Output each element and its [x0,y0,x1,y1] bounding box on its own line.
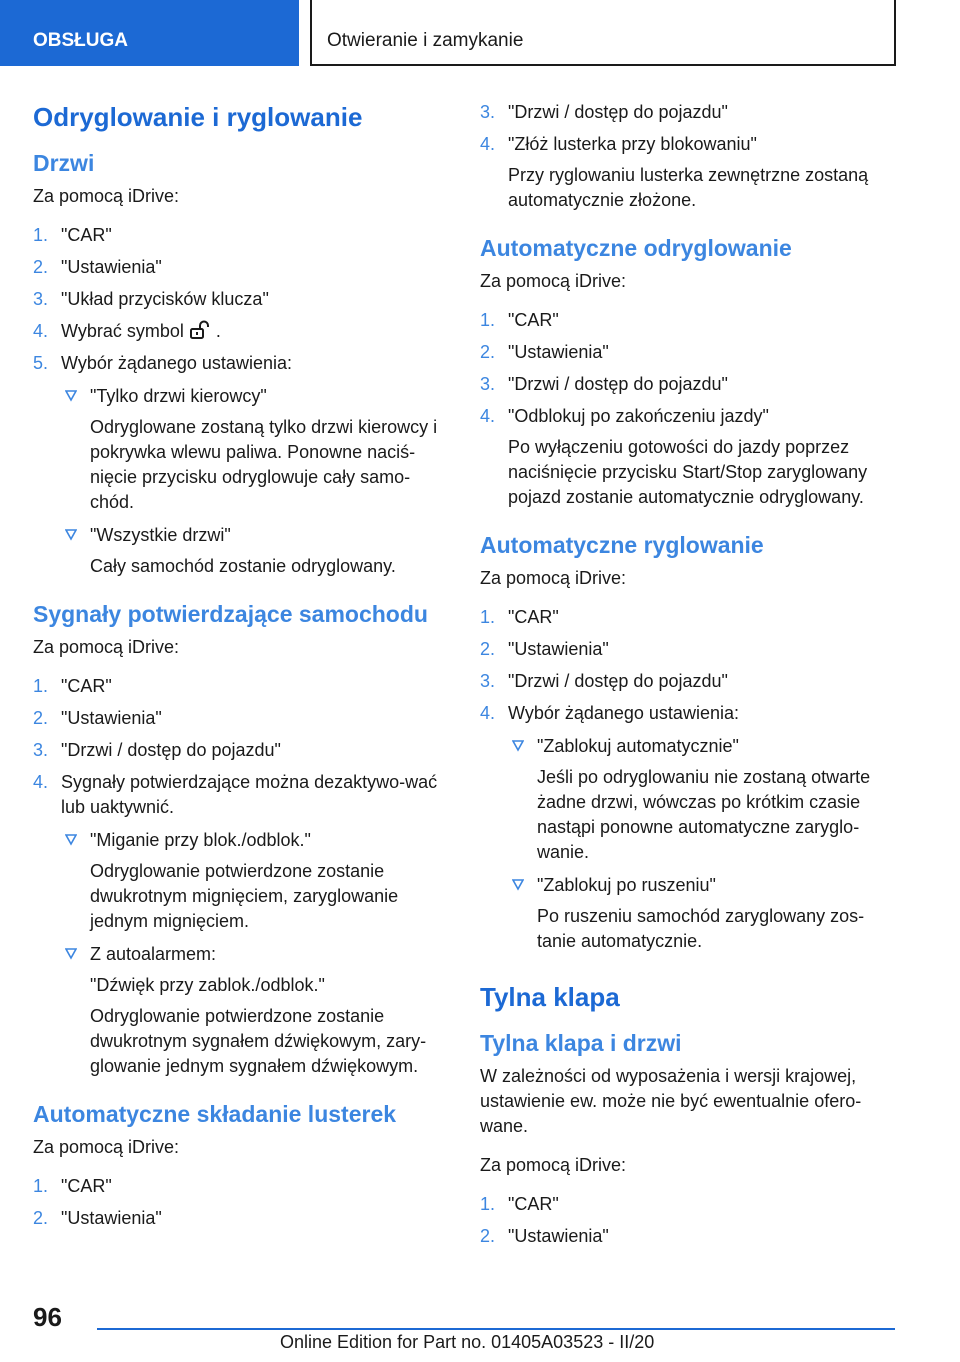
step-number: 1. [480,607,496,627]
step-number: 3. [33,289,49,309]
step-number: 1. [480,1194,496,1214]
unlock-icon [189,320,211,340]
step-number: 3. [33,740,49,760]
intro-text: Za pomocą iDrive: [33,186,180,206]
section-heading-auto-lock: Automatyczne ryglowanie [480,532,764,558]
chapter-title: Otwieranie i zamykanie [310,0,896,66]
step-text: "Ustawienia" [61,1208,162,1228]
options-list [508,734,900,954]
steps-list [33,674,453,1079]
triangle-bullet-icon [65,831,77,849]
page-number: 96 [33,1302,62,1332]
list-item [480,340,900,365]
option-item [508,734,900,865]
steps-list [33,223,453,579]
step-text: "Ustawienia" [508,1226,609,1246]
step-text: "CAR" [61,676,112,696]
step-number: 2. [480,639,496,659]
intro-text: Za pomocą iDrive: [33,637,180,657]
list-item [480,132,900,213]
left-column [33,100,453,1238]
step-number: 1. [33,1176,49,1196]
option-label: "Zablokuj po ruszeniu" [537,875,716,895]
intro-text: Za pomocą iDrive: [480,1155,627,1175]
step-number: 2. [480,342,496,362]
option-desc: Odryglowanie potwierdzone zostanie dwukrotnym mignięciem, zaryglowanie jednym mignięciem. [90,861,399,931]
list-item [33,1206,453,1231]
step-text: "CAR" [508,607,559,627]
option-desc: Jeśli po odryglowaniu nie zostaną otwarte żadne drzwi, wówczas po krótkim czasie nastąpi ponowne automatyczne zaryglo‐wanie. [537,767,871,862]
step-number: 1. [33,676,49,696]
step-desc: Po wyłączeniu gotowości do jazdy poprzez naciśnięcie przycisku Start/Stop zaryglowany pojazd zostanie automatycznie odryglowany. [508,437,868,507]
list-item [33,255,453,280]
list-item [33,223,453,248]
section-heading-mirrors: Automatyczne składanie lusterek [33,1101,397,1127]
step-number: 2. [480,1226,496,1246]
step-text: Wybór żądanego ustawienia: [508,703,739,723]
step-text: "Złóż lusterka przy blokowaniu" [508,134,757,154]
options-list [61,384,453,579]
option-item [61,384,453,515]
intro-text: Za pomocą iDrive: [33,1137,180,1157]
step-text: "CAR" [61,1176,112,1196]
list-item [33,770,453,1079]
step-number: 2. [33,1208,49,1228]
step-number: 3. [480,374,496,394]
chapter-heading-tailgate: Tylna klapa [480,982,620,1012]
triangle-bullet-icon [65,387,77,405]
step-text: "Drzwi / dostęp do pojazdu" [508,671,728,691]
footer-divider [97,1328,895,1330]
steps-list [480,308,900,510]
option-item [61,828,453,934]
list-item [480,404,900,510]
section-heading-signals: Sygnały potwierdzające samochodu [33,601,428,627]
option-desc: Odryglowane zostaną tylko drzwi kierowcy i pokrywka wlewu paliwa. Ponowne naciś‐nięcie przycisku odryglowuje cały samo‐chód. [90,417,438,512]
step-text: "Odblokuj po zakończeniu jazdy" [508,406,769,426]
step-text-end: . [215,321,221,341]
list-item [33,287,453,312]
step-desc: Przy ryglowaniu lusterka zewnętrzne zostaną automatycznie złożone. [508,165,869,210]
page-title: Odryglowanie i ryglowanie [33,102,363,132]
option-label: Z autoalarmem: [90,944,217,964]
step-number: 4. [480,406,496,426]
step-text: "Drzwi / dostęp do pojazdu" [61,740,281,760]
list-item [33,674,453,699]
options-list [61,828,453,1079]
step-number: 1. [33,225,49,245]
list-item [480,372,900,397]
list-item [480,1192,900,1217]
step-text: "CAR" [61,225,112,245]
list-item [33,319,453,344]
steps-list [480,605,900,954]
step-number: 4. [480,134,496,154]
list-item [33,351,453,579]
intro-text: Za pomocą iDrive: [480,568,627,588]
section-heading-tailgate: Tylna klapa i drzwi [480,1030,682,1056]
option-label: "Tylko drzwi kierowcy" [90,386,267,406]
step-text: "Ustawienia" [61,708,162,728]
paragraph: W zależności od wyposażenia i wersji krajowej, ustawienie ew. może nie być ewentualnie ofero‐wane. [480,1066,862,1136]
list-item [480,605,900,630]
footer-edition: Online Edition for Part no. 01405A03523 - II/20 [280,1332,655,1352]
triangle-bullet-icon [65,526,77,544]
step-text: "Drzwi / dostęp do pojazdu" [508,102,728,122]
triangle-bullet-icon [65,945,77,963]
page-header [0,0,960,66]
option-desc: Cały samochód zostanie odryglowany. [90,556,396,576]
step-number: 3. [480,671,496,691]
option-item [61,523,453,579]
section-tab: OBSŁUGA [0,0,299,66]
step-text: "Układ przycisków klucza" [61,289,269,309]
step-text: "Drzwi / dostęp do pojazdu" [508,374,728,394]
intro-text: Za pomocą iDrive: [480,271,627,291]
option-item [508,873,900,954]
section-heading-auto-unlock: Automatyczne odryglowanie [480,235,792,261]
option-desc: Odryglowanie potwierdzone zostanie dwukrotnym sygnałem dźwiękowym, zary‐glowanie jednym sygnałem dźwiękowym. [90,1006,427,1076]
list-item [480,100,900,125]
list-item [33,738,453,763]
step-number: 3. [480,102,496,122]
list-item [33,706,453,731]
right-column [480,100,900,1256]
list-item [480,669,900,694]
steps-list [480,100,900,213]
section-heading-doors: Drzwi [33,150,95,176]
triangle-bullet-icon [512,737,524,755]
list-item [480,308,900,333]
step-number: 5. [33,353,49,373]
step-text: Wybrać symbol [61,321,184,341]
step-number: 4. [33,772,49,792]
option-label: "Wszystkie drzwi" [90,525,231,545]
steps-list [480,1192,900,1249]
step-number: 4. [480,703,496,723]
list-item [480,701,900,954]
list-item [480,637,900,662]
option-item [61,942,453,1079]
steps-list [33,1174,453,1231]
option-desc: Po ruszeniu samochód zaryglowany zos‐tanie automatycznie. [537,906,865,951]
step-text: "Ustawienia" [61,257,162,277]
step-text: "Ustawienia" [508,342,609,362]
step-text: Sygnały potwierdzające można dezaktywo‐wać lub uaktywnić. [61,772,438,817]
step-text: Wybór żądanego ustawienia: [61,353,292,373]
option-desc: "Dźwięk przy zablok./odblok." [90,975,325,995]
step-text: "CAR" [508,310,559,330]
step-text: "CAR" [508,1194,559,1214]
step-number: 2. [33,708,49,728]
step-number: 4. [33,321,49,341]
triangle-bullet-icon [512,876,524,894]
list-item [480,1224,900,1249]
step-text: "Ustawienia" [508,639,609,659]
option-label: "Miganie przy blok./odblok." [90,830,311,850]
option-label: "Zablokuj automatycznie" [537,736,739,756]
step-number: 2. [33,257,49,277]
step-number: 1. [480,310,496,330]
list-item [33,1174,453,1199]
